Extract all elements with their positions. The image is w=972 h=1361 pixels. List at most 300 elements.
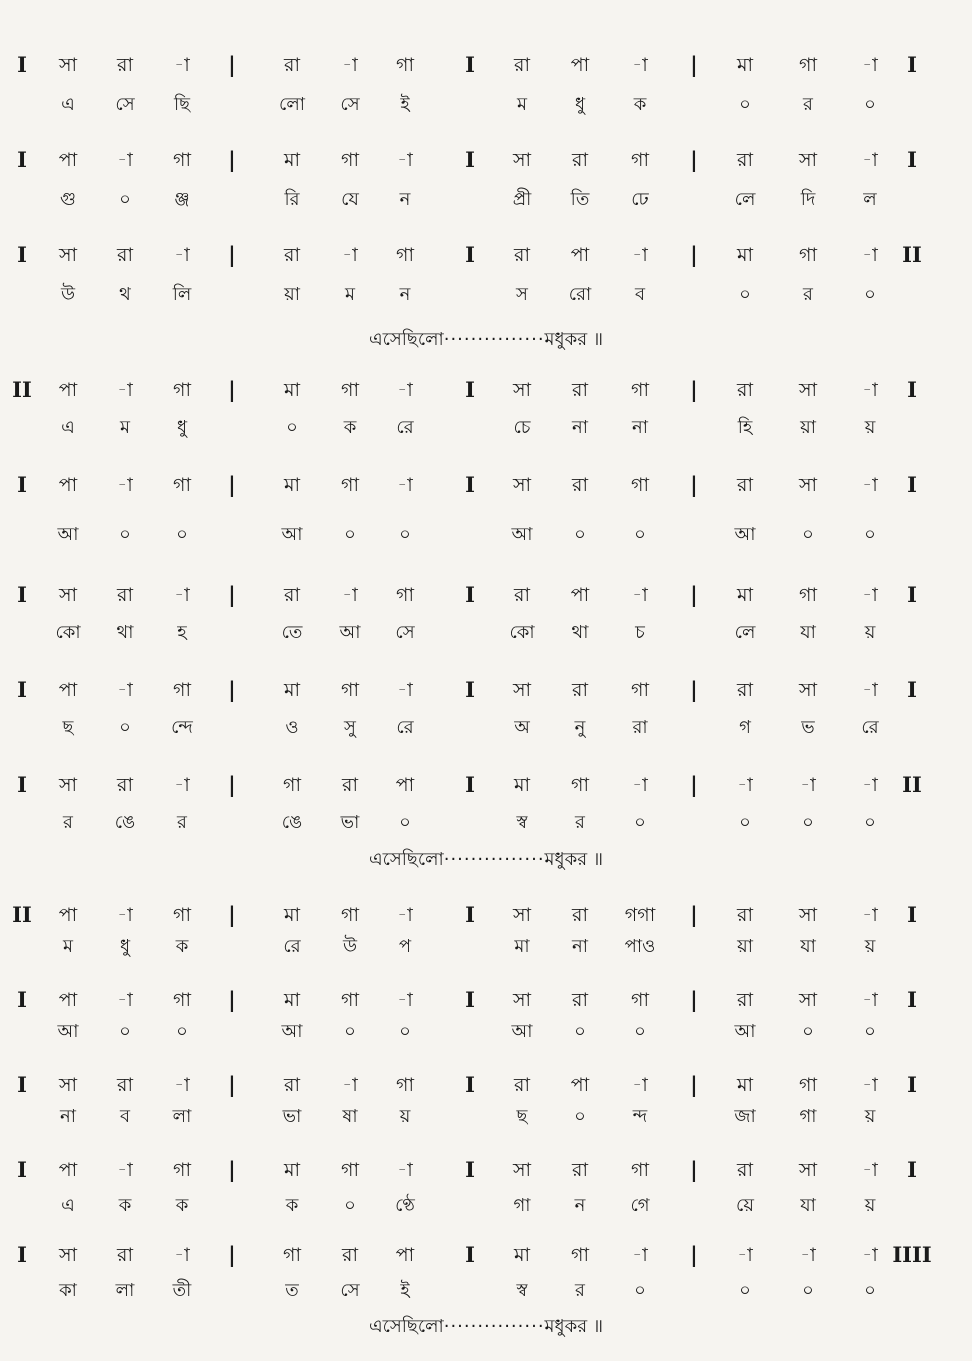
lyric-syllable: ক xyxy=(175,1195,189,1216)
note: গগা xyxy=(624,904,656,926)
lyric-syllable: রে xyxy=(283,936,301,957)
note: পা xyxy=(395,774,415,796)
notation-line xyxy=(0,580,972,610)
lyric-syllable: আ xyxy=(511,524,533,545)
note: রা xyxy=(117,1244,133,1266)
lyric-syllable: ক xyxy=(285,1195,299,1216)
lyric-syllable: আ xyxy=(339,622,361,643)
lyric-syllable: ০ xyxy=(286,417,298,438)
lyric-syllable: ০ xyxy=(119,189,131,210)
refrain-end: মধুকর ॥ xyxy=(544,1316,604,1337)
lyric-syllable: ব xyxy=(119,1106,131,1127)
division-mark: I xyxy=(465,1242,475,1267)
notation-line xyxy=(0,770,972,800)
division-mark: | xyxy=(228,987,236,1012)
note: রা xyxy=(737,679,753,701)
lyric-syllable: রি xyxy=(284,189,300,210)
note: রা xyxy=(284,1074,300,1096)
bar-mark: I xyxy=(17,677,27,702)
note: সা xyxy=(512,1159,532,1181)
note: রা xyxy=(572,474,588,496)
division-mark: | xyxy=(690,377,698,402)
notation-line xyxy=(0,375,972,405)
lyric-line xyxy=(0,713,972,743)
note: রা xyxy=(514,54,530,76)
lyric-syllable: স xyxy=(516,284,528,305)
lyric-syllable: যে xyxy=(341,189,359,210)
division-mark: | xyxy=(228,1242,236,1267)
note: গা xyxy=(571,1244,589,1266)
note: গা xyxy=(173,149,191,171)
lyric-syllable: স্ব xyxy=(516,812,528,833)
note: -া xyxy=(342,244,358,266)
note: -া xyxy=(862,379,878,401)
note: সা xyxy=(512,679,532,701)
note: গা xyxy=(396,584,414,606)
note: গা xyxy=(341,989,359,1011)
lyric-syllable: র xyxy=(803,94,813,115)
note: মা xyxy=(736,1074,754,1096)
note: রা xyxy=(284,584,300,606)
note: মা xyxy=(283,1159,301,1181)
notation-line xyxy=(0,1155,972,1185)
note: গা xyxy=(173,1159,191,1181)
note: গা xyxy=(173,379,191,401)
lyric-syllable: কা xyxy=(59,1280,77,1301)
lyric-line xyxy=(0,932,972,962)
bar-mark: II xyxy=(902,242,922,267)
note: পা xyxy=(58,149,78,171)
note: মা xyxy=(283,904,301,926)
refrain-end: মধুকর ॥ xyxy=(544,849,604,870)
lyric-line xyxy=(0,520,972,550)
notation-line xyxy=(0,1070,972,1100)
note: সা xyxy=(512,149,532,171)
note: সা xyxy=(798,474,818,496)
note: গা xyxy=(341,904,359,926)
bar-mark: II xyxy=(902,772,922,797)
note: রা xyxy=(737,1159,753,1181)
division-mark: | xyxy=(690,52,698,77)
lyric-syllable: ০ xyxy=(399,1021,411,1042)
division-mark: | xyxy=(228,1157,236,1182)
lyric-syllable: কো xyxy=(55,622,81,643)
lyric-syllable: তে xyxy=(281,622,303,643)
lyric-syllable: স্ব xyxy=(516,1280,528,1301)
note: -া xyxy=(342,54,358,76)
lyric-syllable: র xyxy=(575,1280,585,1301)
note: -া xyxy=(862,904,878,926)
lyric-syllable: ০ xyxy=(802,524,814,545)
lyric-syllable: ধু xyxy=(176,417,188,438)
lyric-syllable: ক xyxy=(343,417,357,438)
division-mark: | xyxy=(228,147,236,172)
lyric-syllable: গ xyxy=(739,717,751,738)
lyric-syllable: ন xyxy=(399,284,411,305)
lyric-syllable: ছ xyxy=(62,717,74,738)
note: রা xyxy=(342,1244,358,1266)
lyric-syllable: ০ xyxy=(574,1106,586,1127)
lyric-syllable: হ xyxy=(177,622,187,643)
note: -া xyxy=(397,679,413,701)
notation-line xyxy=(0,1240,972,1270)
lyric-syllable: ভা xyxy=(282,1106,302,1127)
division-mark: | xyxy=(690,472,698,497)
lyric-syllable: ০ xyxy=(176,1021,188,1042)
lyric-syllable: ০ xyxy=(739,94,751,115)
division-mark: I xyxy=(465,772,475,797)
lyric-syllable: য় xyxy=(864,936,876,957)
note: -া xyxy=(800,1244,816,1266)
division-mark: | xyxy=(228,772,236,797)
lyric-syllable: ছি xyxy=(173,94,191,115)
note: মা xyxy=(736,584,754,606)
refrain-end: মধুকর ॥ xyxy=(544,329,604,350)
note: গা xyxy=(341,379,359,401)
lyric-syllable: গা xyxy=(799,1106,817,1127)
lyric-syllable: ০ xyxy=(634,524,646,545)
refrain-start: এসেছিলো xyxy=(368,329,444,350)
lyric-line xyxy=(0,185,972,215)
lyric-syllable: ০ xyxy=(864,1021,876,1042)
lyric-line xyxy=(0,808,972,838)
bar-mark: I xyxy=(17,582,27,607)
note: পা xyxy=(58,1159,78,1181)
division-mark: | xyxy=(690,902,698,927)
note: মা xyxy=(283,679,301,701)
lyric-syllable: য়ে xyxy=(736,1195,754,1216)
note: মা xyxy=(283,474,301,496)
note: সা xyxy=(798,379,818,401)
lyric-syllable: সে xyxy=(115,94,135,115)
lyric-syllable: র xyxy=(177,812,187,833)
lyric-syllable: রা xyxy=(632,717,648,738)
note: -া xyxy=(174,1244,190,1266)
bar-mark: II xyxy=(12,377,32,402)
note: -া xyxy=(117,379,133,401)
lyric-syllable: ০ xyxy=(864,94,876,115)
lyric-syllable: যা xyxy=(800,936,816,957)
note: গা xyxy=(799,1074,817,1096)
lyric-syllable: না xyxy=(60,1106,76,1127)
lyric-syllable: ণ্ঠে xyxy=(395,1195,415,1216)
note: -া xyxy=(117,1159,133,1181)
refrain-start: এসেছিলো xyxy=(368,1316,444,1337)
lyric-line xyxy=(0,1102,972,1132)
lyric-line xyxy=(0,280,972,310)
note: গা xyxy=(631,149,649,171)
note: -া xyxy=(632,1074,648,1096)
division-mark: I xyxy=(465,677,475,702)
lyric-syllable: লা xyxy=(115,1280,135,1301)
lyric-syllable: ঞ্জ xyxy=(174,189,190,210)
division-mark: I xyxy=(465,582,475,607)
bar-mark: I xyxy=(907,582,917,607)
lyric-syllable: কো xyxy=(509,622,535,643)
note: -া xyxy=(862,1074,878,1096)
bar-mark: I xyxy=(907,147,917,172)
lyric-syllable: উ xyxy=(60,284,76,305)
note: রা xyxy=(117,54,133,76)
note: -া xyxy=(117,679,133,701)
note: -া xyxy=(862,474,878,496)
note: গা xyxy=(396,244,414,266)
bar-mark: I xyxy=(17,772,27,797)
lyric-syllable: ০ xyxy=(574,1021,586,1042)
note: -া xyxy=(117,474,133,496)
division-mark: I xyxy=(465,987,475,1012)
lyric-syllable: ম xyxy=(120,417,130,438)
note: -া xyxy=(174,244,190,266)
note: -া xyxy=(174,54,190,76)
note: রা xyxy=(572,149,588,171)
bar-mark: I xyxy=(907,677,917,702)
refrain-start: এসেছিলো xyxy=(368,849,444,870)
note: -া xyxy=(397,149,413,171)
note: -া xyxy=(632,774,648,796)
lyric-syllable: য় xyxy=(864,1195,876,1216)
lyric-syllable: ০ xyxy=(344,524,356,545)
notation-line xyxy=(0,900,972,930)
refrain-dots: ··············· xyxy=(443,1316,545,1337)
note: -া xyxy=(342,1074,358,1096)
lyric-syllable: আ xyxy=(57,1021,79,1042)
division-mark: | xyxy=(228,242,236,267)
lyric-syllable: ম xyxy=(345,284,355,305)
note: গা xyxy=(396,1074,414,1096)
notation-line xyxy=(0,985,972,1015)
bar-mark: I xyxy=(17,987,27,1012)
note: পা xyxy=(58,474,78,496)
division-mark: | xyxy=(690,772,698,797)
lyric-syllable: থ xyxy=(119,284,131,305)
note: গা xyxy=(341,474,359,496)
note: -া xyxy=(632,54,648,76)
division-mark: | xyxy=(228,677,236,702)
lyric-syllable: য় xyxy=(864,1106,876,1127)
lyric-syllable: য় xyxy=(864,417,876,438)
notation-line xyxy=(0,675,972,705)
lyric-syllable: ০ xyxy=(634,812,646,833)
division-mark: | xyxy=(228,902,236,927)
lyric-syllable: আ xyxy=(281,1021,303,1042)
division-mark: I xyxy=(465,472,475,497)
note: -া xyxy=(397,474,413,496)
lyric-syllable: ০ xyxy=(864,812,876,833)
lyric-line xyxy=(0,1191,972,1221)
note: সা xyxy=(512,989,532,1011)
division-mark: I xyxy=(465,902,475,927)
lyric-syllable: লা xyxy=(172,1106,192,1127)
note: -া xyxy=(862,244,878,266)
division-mark: I xyxy=(465,1072,475,1097)
lyric-syllable: আ xyxy=(511,1021,533,1042)
note: গা xyxy=(173,904,191,926)
lyric-syllable: সে xyxy=(340,94,360,115)
note: মা xyxy=(736,54,754,76)
refrain-line xyxy=(0,325,972,355)
refrain-line xyxy=(0,1312,972,1342)
lyric-syllable: না xyxy=(572,936,588,957)
note: পা xyxy=(58,904,78,926)
lyric-syllable: সে xyxy=(340,1280,360,1301)
division-mark: | xyxy=(690,147,698,172)
bar-mark: I xyxy=(17,242,27,267)
note: রা xyxy=(737,904,753,926)
note: সা xyxy=(798,679,818,701)
lyric-line xyxy=(0,90,972,120)
lyric-syllable: ঙে xyxy=(281,812,303,833)
lyric-line xyxy=(0,618,972,648)
lyric-syllable: ধু xyxy=(574,94,586,115)
bar-mark: I xyxy=(907,1157,917,1182)
note: -া xyxy=(862,1244,878,1266)
lyric-syllable: সু xyxy=(344,717,356,738)
refrain-dots: ··············· xyxy=(443,329,545,350)
lyric-syllable: ন xyxy=(399,189,411,210)
lyric-syllable: ন xyxy=(574,1195,586,1216)
note: গা xyxy=(283,1244,301,1266)
lyric-syllable: ০ xyxy=(739,812,751,833)
note: পা xyxy=(58,379,78,401)
lyric-syllable: ০ xyxy=(864,524,876,545)
note: পা xyxy=(58,989,78,1011)
lyric-syllable: ০ xyxy=(344,1021,356,1042)
lyric-syllable: এ xyxy=(61,1195,75,1216)
lyric-line xyxy=(0,413,972,443)
division-mark: | xyxy=(690,987,698,1012)
lyric-syllable: ০ xyxy=(344,1195,356,1216)
lyric-syllable: জা xyxy=(734,1106,756,1127)
note: -া xyxy=(397,904,413,926)
note: -া xyxy=(632,1244,648,1266)
lyric-syllable: হি xyxy=(737,417,753,438)
note: -া xyxy=(862,989,878,1011)
lyric-syllable: য়া xyxy=(737,936,753,957)
lyric-syllable: ০ xyxy=(802,812,814,833)
note: পা xyxy=(570,244,590,266)
lyric-syllable: এ xyxy=(61,417,75,438)
note: রা xyxy=(572,379,588,401)
lyric-syllable: রে xyxy=(861,717,879,738)
note: রা xyxy=(117,584,133,606)
note: মা xyxy=(283,989,301,1011)
note: -া xyxy=(862,584,878,606)
note: রা xyxy=(514,584,530,606)
lyric-syllable: ম xyxy=(517,94,527,115)
note: মা xyxy=(513,1244,531,1266)
note: -া xyxy=(397,989,413,1011)
lyric-syllable: ষা xyxy=(342,1106,358,1127)
notation-line xyxy=(0,470,972,500)
division-mark: | xyxy=(228,377,236,402)
division-mark: | xyxy=(690,242,698,267)
bar-mark: I xyxy=(907,987,917,1012)
note: সা xyxy=(58,1074,78,1096)
note: সা xyxy=(58,774,78,796)
note: রা xyxy=(572,989,588,1011)
note: সা xyxy=(512,379,532,401)
note: রা xyxy=(117,774,133,796)
lyric-syllable: ০ xyxy=(399,812,411,833)
bar-mark: I xyxy=(907,377,917,402)
note: গা xyxy=(799,54,817,76)
note: গা xyxy=(396,54,414,76)
lyric-syllable: ছ xyxy=(516,1106,528,1127)
lyric-syllable: আ xyxy=(734,1021,756,1042)
division-mark: | xyxy=(690,1072,698,1097)
lyric-syllable: লো xyxy=(279,94,305,115)
lyric-syllable: গে xyxy=(630,1195,650,1216)
note: গা xyxy=(571,774,589,796)
notation-line xyxy=(0,240,972,270)
division-mark: | xyxy=(228,582,236,607)
note: -া xyxy=(737,1244,753,1266)
lyric-syllable: তি xyxy=(570,189,590,210)
lyric-syllable: এ xyxy=(61,94,75,115)
note: পা xyxy=(570,584,590,606)
division-mark: I xyxy=(465,242,475,267)
lyric-syllable: য় xyxy=(399,1106,411,1127)
lyric-syllable: ০ xyxy=(739,284,751,305)
division-mark: | xyxy=(690,677,698,702)
lyric-syllable: ভ xyxy=(801,717,815,738)
note: সা xyxy=(512,474,532,496)
lyric-syllable: অ xyxy=(514,717,530,738)
note: -া xyxy=(632,584,648,606)
lyric-syllable: য়া xyxy=(284,284,300,305)
note: গা xyxy=(173,474,191,496)
note: সা xyxy=(512,904,532,926)
lyric-syllable: চে xyxy=(513,417,531,438)
lyric-syllable: রো xyxy=(568,284,592,305)
note: গা xyxy=(283,774,301,796)
lyric-syllable: সে xyxy=(395,622,415,643)
note: রা xyxy=(572,904,588,926)
note: মা xyxy=(513,774,531,796)
lyric-syllable: ০ xyxy=(119,717,131,738)
note: সা xyxy=(798,1159,818,1181)
bar-mark: I xyxy=(907,1072,917,1097)
lyric-syllable: ০ xyxy=(864,1280,876,1301)
bar-mark: I xyxy=(17,1072,27,1097)
lyric-syllable: আ xyxy=(734,524,756,545)
lyric-syllable: দি xyxy=(800,189,816,210)
lyric-syllable: ক xyxy=(633,94,647,115)
note: রা xyxy=(514,244,530,266)
division-mark: | xyxy=(228,52,236,77)
lyric-syllable: প্রী xyxy=(512,189,532,210)
note: পা xyxy=(570,1074,590,1096)
note: রা xyxy=(737,989,753,1011)
refrain-dots: ··············· xyxy=(443,849,545,870)
bar-mark: I xyxy=(17,1242,27,1267)
lyric-syllable: ল xyxy=(863,189,877,210)
lyric-syllable: ক xyxy=(175,936,189,957)
lyric-syllable: যা xyxy=(800,1195,816,1216)
bar-mark: I xyxy=(907,902,917,927)
lyric-syllable: না xyxy=(572,417,588,438)
lyric-syllable: ন্দ xyxy=(632,1106,648,1127)
lyric-syllable: যা xyxy=(800,622,816,643)
lyric-syllable: তী xyxy=(172,1280,192,1301)
lyric-syllable: লি xyxy=(172,284,192,305)
lyric-syllable: ঢে xyxy=(631,189,649,210)
note: -া xyxy=(737,774,753,796)
lyric-syllable: মা xyxy=(514,936,530,957)
lyric-syllable: ০ xyxy=(634,1021,646,1042)
note: -া xyxy=(174,584,190,606)
